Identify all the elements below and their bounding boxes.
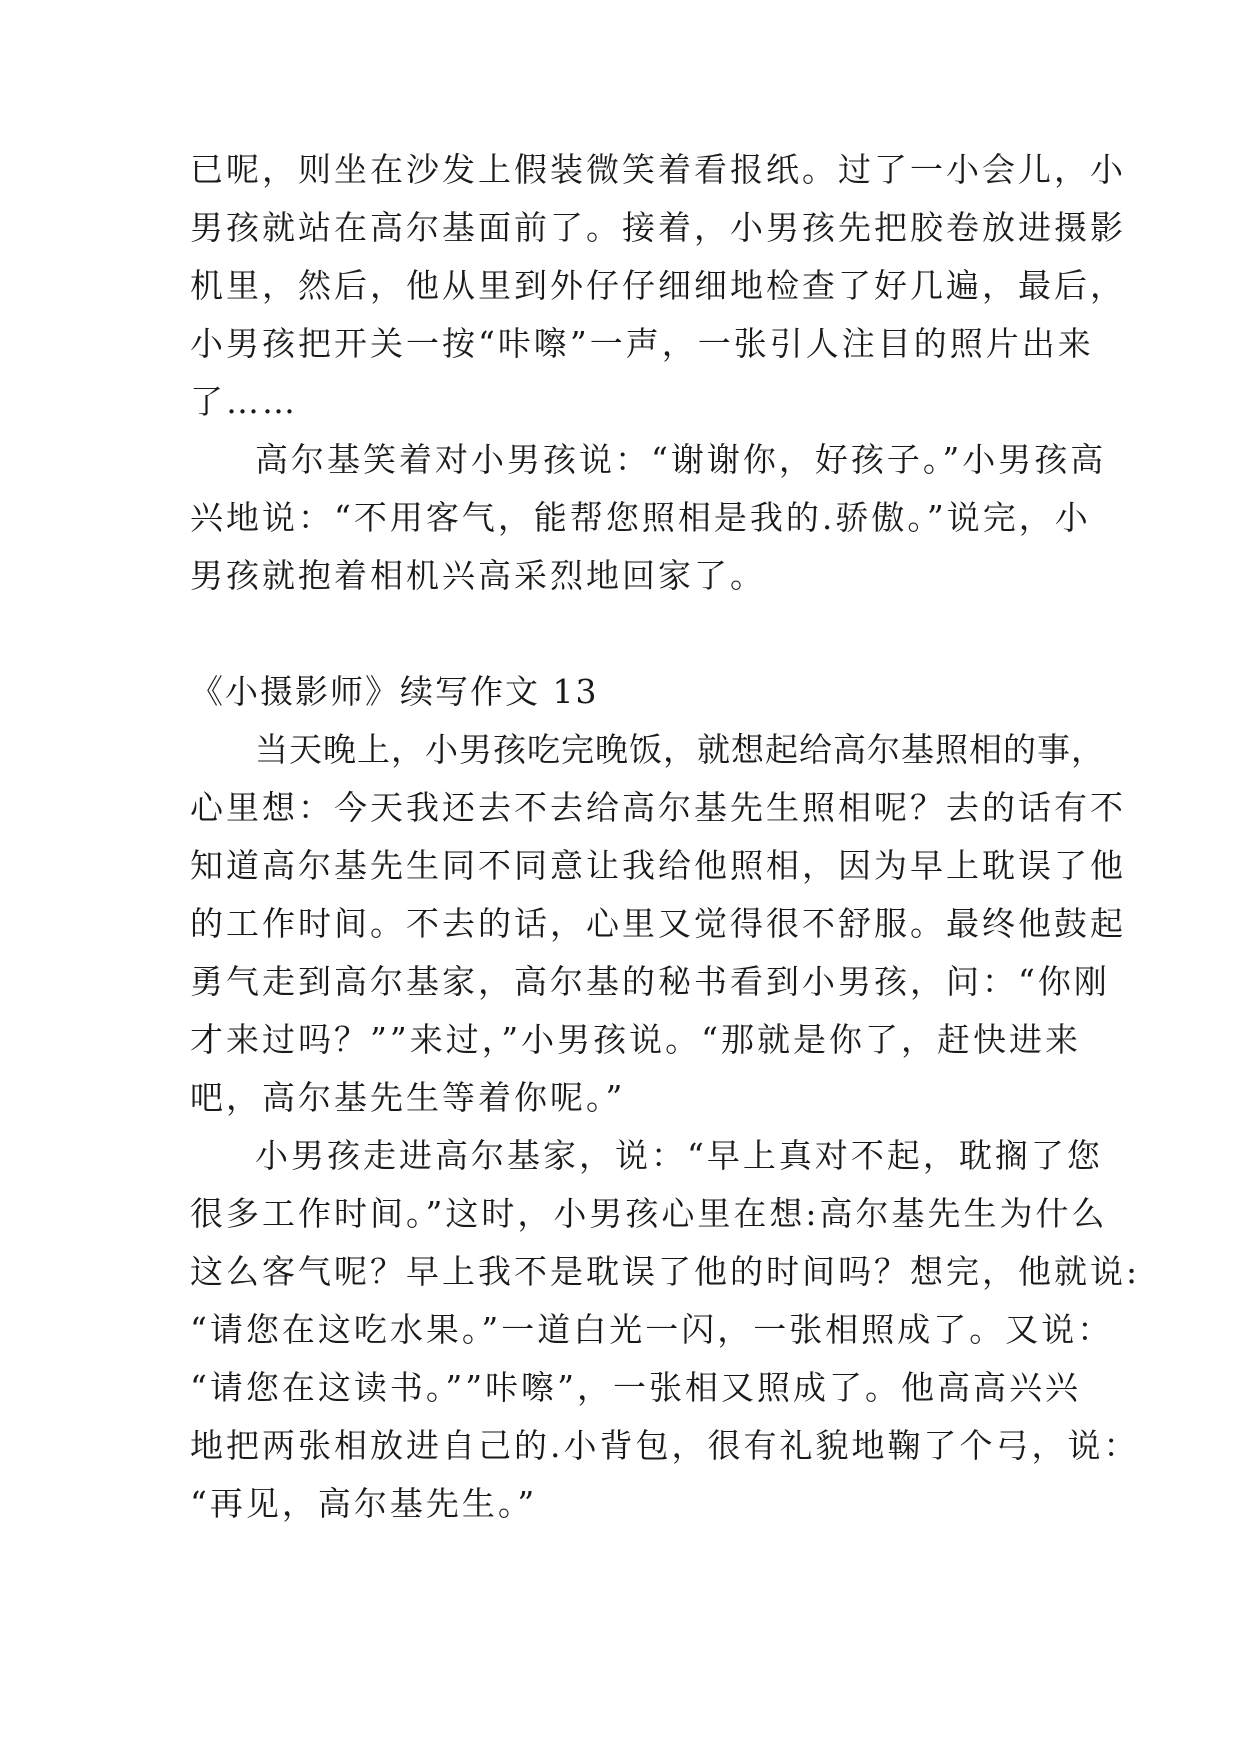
paragraph-line: 心里想：今天我还去不去给高尔基先生照相呢？去的话有不 (190, 788, 1126, 827)
paragraph-line: 小男孩走进高尔基家，说：“早上真对不起，耽搁了您 (255, 1136, 1103, 1175)
paragraph-line: 了…… (190, 382, 298, 421)
paragraph-line: 兴地说：“不用客气，能帮您照相是我的.骄傲。”说完，小 (190, 498, 1091, 537)
paragraph-line: 已呢，则坐在沙发上假装微笑着看报纸。过了一小会儿，小 (190, 150, 1126, 189)
paragraph-line: 很多工作时间。”这时，小男孩心里在想:高尔基先生为什么 (190, 1194, 1108, 1233)
paragraph-line: 地把两张相放进自己的.小背包，很有礼貌地鞠了个弓，说： (190, 1426, 1140, 1465)
paragraph-line: 男孩就站在高尔基面前了。接着，小男孩先把胶卷放进摄影 (190, 208, 1126, 247)
paragraph-line: 勇气走到高尔基家，高尔基的秘书看到小男孩，问：“你刚 (190, 962, 1110, 1001)
paragraph-line: 的工作时间。不去的话，心里又觉得很不舒服。最终他鼓起 (190, 904, 1126, 943)
paragraph-line: “再见，高尔基先生。” (190, 1484, 538, 1523)
paragraph-line: 当天晚上，小男孩吃完晚饭，就想起给高尔基照相的事， (255, 730, 1105, 769)
paragraph-line: 这么客气呢？早上我不是耽误了他的时间吗？想完，他就说: (190, 1252, 1141, 1291)
section-title: 《小摄影师》续写作文 13 (190, 672, 599, 711)
paragraph-line: 知道高尔基先生同不同意让我给他照相，因为早上耽误了他 (190, 846, 1126, 885)
paragraph-line: 机里，然后，他从里到外仔仔细细地检查了好几遍，最后， (190, 266, 1126, 305)
paragraph-line: 吧，高尔基先生等着你呢。” (190, 1078, 626, 1117)
paragraph-line: 才来过吗？””来过，”小男孩说。“那就是你了，赶快进来 (190, 1020, 1081, 1059)
paragraph-line: 高尔基笑着对小男孩说：“谢谢你，好孩子。”小男孩高 (255, 440, 1107, 479)
paragraph-line: “请您在这读书。””咔嚓”，一张相又照成了。他高高兴兴 (190, 1368, 1081, 1407)
paragraph-line: 男孩就抱着相机兴高采烈地回家了。 (190, 556, 766, 595)
paragraph-line: 小男孩把开关一按“咔嚓”一声，一张引人注目的照片出来 (190, 324, 1094, 363)
paragraph-line: “请您在这吃水果。”一道白光一闪，一张相照成了。又说： (190, 1310, 1114, 1349)
